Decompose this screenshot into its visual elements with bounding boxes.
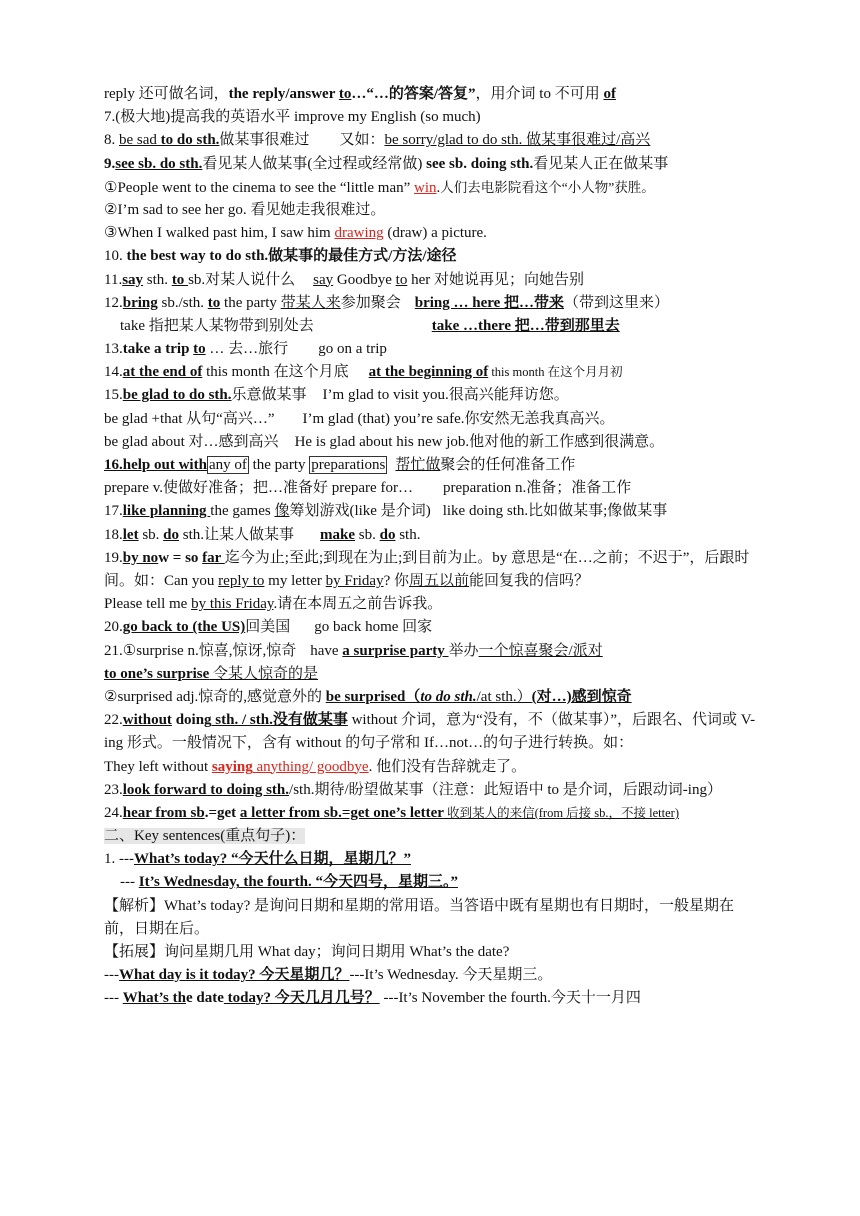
text: the games [210,503,275,520]
line-16-prepare [104,477,760,500]
line-14 [104,361,760,384]
text: doing [171,712,212,729]
text: go on a trip [318,341,387,358]
analysis: 【解析】What’s today? 是询问日期和星期的常用语。当答语中既有星期也有日期时，一般星期在前，日期在后。 [104,897,734,937]
text: take …there 把…带到那里去 [431,317,620,334]
text: w = so [158,549,203,566]
line-15 [104,384,760,407]
text: What’s th [122,990,186,1007]
text: 17. [104,503,123,520]
text: see sb. doing sth. [426,155,534,172]
text: make [320,526,356,543]
text: this month 在这个月月初 [488,365,623,380]
boxed-text: any of [208,457,247,474]
text: I’m glad (that) you’re safe.你安然无恙我真高兴。 [302,410,615,427]
text: reply to [218,572,265,589]
line-reply-noun [104,83,760,106]
text: --- [104,990,123,1007]
line-8 [104,129,760,152]
text: --- [104,967,119,984]
sentence-1-a [104,871,760,894]
text: 9. [104,155,116,172]
text: to [207,294,221,311]
text: 16.help out with [104,457,207,474]
text: 13. [104,341,123,358]
line-24 [104,802,760,825]
text: 14. [104,364,123,381]
text: at the end of [122,364,203,381]
line-19 [104,547,760,593]
text: What day is it today? 今天星期几？ [119,967,350,984]
line-20 [104,616,760,639]
text: sth. / sth.没有做某事 [211,712,348,729]
text: be glad +that 从句“高兴…” [104,410,275,427]
text: 帮忙做 [395,457,441,474]
text: go back home 回家 [314,619,433,636]
text: 8. [104,132,119,149]
line-13 [104,338,760,361]
extension: 【拓展】询问星期几用 What day；询问日期用 What’s the date? [104,944,510,961]
text: the party [220,294,281,311]
text: like doing sth.比如做某事;像做某事 [442,503,668,520]
text: ②surprised adj.惊奇的,感觉意外的 [104,688,326,705]
text: today? 今天几月几号？ [223,990,380,1007]
document-page [104,83,760,1011]
text: /sth.期待/盼望做某事（注意：此短语中 to 是介词，后跟动词-ing） [289,781,722,798]
text: sb. [355,526,380,543]
sentence-1-q [104,848,760,871]
line-12 [104,292,760,315]
text: by no [122,549,159,566]
text: take a trip [122,341,194,358]
text: 乐意做某事 [231,387,307,404]
text: (draw) a picture. [383,225,487,242]
text: .= [204,804,218,821]
text: 15. [104,387,123,404]
text: 看见某人做某事(全过程或经常做) [202,155,427,172]
text: to [338,86,352,102]
line-22 [104,709,760,755]
text: a surprise party [342,642,449,659]
text: 24. [104,804,123,821]
text: be surprised（ [325,688,421,705]
section-heading: 二、Key sentences(重点句子)： [104,828,306,845]
text: 令某人惊奇的是 [209,665,319,682]
text: . 他们没有告辞就走了。 [368,758,527,775]
text: get [217,804,240,821]
text: say [313,271,334,288]
text: sb.对某人说什么 [188,271,296,288]
text: say [122,271,144,288]
text: drawing [334,225,384,242]
text: reply 还可做名词， [104,86,229,102]
text: 18. [104,526,123,543]
text: 人们去电影院看这个“小人物”获胜。 [440,179,655,195]
line-15-that [104,408,760,431]
text: I’m glad to visit you.很高兴能拜访您。 [322,387,569,404]
line-7: 7.(极大地)提高我的英语水平 improve my English (so much) [104,109,481,126]
text: without [122,712,172,729]
text: 周五以前 [409,572,470,589]
text: He is glad about his new job.他对他的新工作感到很满意。 [294,433,665,450]
text: ---It’s Wednesday. 今天星期三。 [349,967,553,984]
text: to do sth. [160,132,220,149]
example-3 [104,222,760,245]
text: （带到这里来） [564,294,670,311]
text: 11. [104,271,123,288]
text: by this Friday [191,596,274,613]
line-23 [104,779,760,802]
text: have [310,642,343,659]
text: ①People went to the cinema to see the “little man” [104,179,415,196]
text: a letter from sb.=get one’s letter [239,804,444,821]
text: 能回复我的信吗？ [469,572,590,589]
line-11 [104,269,760,292]
extension-day [104,964,760,987]
text: at the beginning of [368,364,489,381]
line-19-example [104,593,760,616]
text: to do sth. [420,688,477,705]
text: ，用介词 to 不可用 [475,86,604,102]
line-21 [104,640,760,663]
text: the party [248,457,310,474]
text: 迄今为止;至此;到现在为止;到目前为止。by 意思是“在…之前；不迟于”，后跟时间。如：Can you [104,549,750,589]
text: this month 在这个月底 [202,364,349,381]
text: let [122,526,139,543]
text: 22. [104,712,123,729]
text: 10. [104,248,127,265]
text: like planning [122,503,211,520]
text: bring [122,294,158,311]
text: the reply/answer [228,86,339,102]
text: the best way to do sth.做某事的最佳方式/方法/途径 [126,248,457,265]
text: hear from sb [122,804,205,821]
text: 举办 [448,642,479,659]
text: (对…)感到惊奇 [531,688,632,705]
text: preparation n.准备；准备工作 [442,480,632,497]
line-12-take [104,315,760,338]
boxed-text: preparations [311,457,386,474]
example-2: ②I’m sad to see her go. 看见她走我很难过。 [104,201,386,218]
text: …“…的答案/答复” [351,86,476,102]
text: anything/ goodbye [252,758,369,775]
section-heading-key-sentences [104,825,760,848]
line-22-example [104,756,760,779]
text: 23. [104,781,123,798]
text: Goodbye [333,271,396,288]
text: go back to (the US) [122,619,246,636]
line-18 [104,524,760,547]
text: . [436,179,441,196]
line-10 [104,245,760,268]
text: ③When I walked past him, I saw him [104,225,335,242]
text: to [171,271,189,288]
text: be sad [119,132,161,149]
text: 回美国 [245,619,291,636]
text: saying [211,758,253,775]
line-17 [104,500,760,523]
text: bring … here 把…带来 [414,294,565,311]
text: win [414,179,437,196]
text: What’s today? “今天什么日期，星期几？” [134,851,411,868]
text: … 去…旅行 [205,341,289,358]
line-16 [104,454,760,477]
text: --- [120,874,139,891]
text: be glad to do sth. [122,387,232,404]
text: see sb. do sth. [115,155,203,172]
text: ? 你 [383,572,409,589]
text: sth. [395,526,421,543]
text: be sorry/glad to do sth. 做某事很难过/高兴 [384,132,651,149]
text: by Friday [325,572,384,589]
text: to [395,271,408,288]
text: They left without [104,758,212,775]
text: e date [185,990,224,1007]
line-15-about [104,431,760,454]
extension-date [104,987,760,1010]
text: prepare v.使做好准备；把…准备好 prepare for… [104,480,413,497]
text: to one’s surprise [104,665,210,682]
line-21-surprised [104,686,760,709]
text: her 对她说再见；向她告别 [407,271,584,288]
line-21-surprise [104,663,760,686]
text: 筹划游戏(like 是介词) [289,503,431,520]
line-9 [104,153,760,176]
text: 聚会的任何准备工作 [440,457,576,474]
text: 参加聚会 [340,294,401,311]
text: Please tell me [104,596,192,613]
text: 19. [104,549,123,566]
text: my letter [264,572,326,589]
text: look forward to doing sth. [122,781,290,798]
text: sth. [143,271,172,288]
text: /at sth.） [476,688,532,705]
text: 21.①surprise n.惊喜,惊讶,惊奇 [104,642,297,659]
text: 收到某人的来信(from 后接 sb.，不接 letter) [443,805,679,820]
text: 1. --- [104,851,134,868]
example-1 [104,176,760,199]
text: do [163,526,180,543]
text: .请在本周五之前告诉我。 [273,596,443,613]
text: 带某人 [280,294,326,311]
text: 做某事很难过 [219,132,310,149]
text: sb. [138,526,164,543]
text: 一个惊喜聚会/派对 [478,642,603,659]
text: without 介词，意为“没有，不（做某事）”，后跟名、代词或 V-ing 形式。一般情况下，含有 without 的句子常和 If…not…的句子进行转换。如： [104,712,756,752]
text: ---It’s November the fourth.今天十一月四 [379,990,641,1007]
text: sb./sth. [157,294,208,311]
text: It’s Wednesday, the fourth. “今天四号，星期三。” [138,874,458,891]
text: do [379,526,396,543]
text: 看见某人正在做某事 [533,155,669,172]
text: to [193,341,206,358]
text: 又如： [339,132,385,149]
text: take 指把某人某物带到别处去 [120,317,314,334]
text: 20. [104,619,123,636]
text: be glad about 对…感到高兴 [104,433,279,450]
text: far [202,549,225,566]
text: of [603,86,616,102]
text: sth.让某人做某事 [179,526,295,543]
text: 12. [104,294,123,311]
text: 像 [274,503,290,520]
text: 来 [325,294,341,311]
